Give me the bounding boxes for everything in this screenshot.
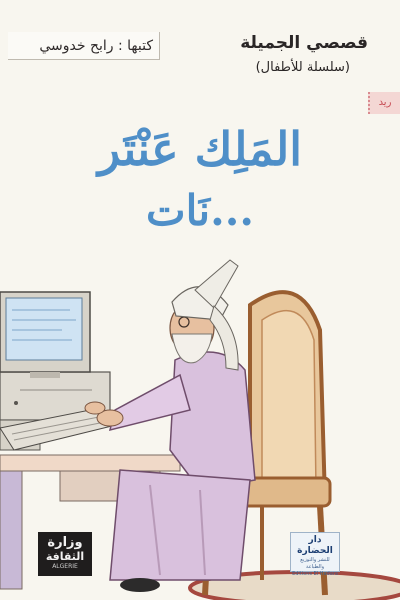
book-title-line-2: ...نَات (146, 186, 254, 235)
ministry-logo-line-2: الثقافة (45, 550, 85, 563)
ministry-of-culture-logo (38, 532, 92, 576)
publisher-logo (290, 532, 340, 577)
ministry-logo-line-1: وزارة (47, 535, 83, 550)
publisher-name: دار الحضارة (297, 535, 333, 556)
series-subtitle: (سلسلة للأطفال) (255, 60, 350, 75)
series-title: قصصي الجميلة (240, 33, 368, 53)
author-label: كتبها : رابح خدوسي (8, 32, 160, 60)
edge-tab: ريد (368, 92, 400, 114)
publisher-latin: Editions El Hadara (292, 571, 338, 577)
ministry-logo-line-3: ALGERIE (52, 563, 78, 570)
publisher-tagline: للنشر والتوزيع والطباعة (300, 557, 330, 570)
seated-king-figure (85, 260, 255, 592)
book-title-line-1: المَلِك عَنْتَر (98, 122, 302, 176)
computer-monitor (0, 292, 90, 378)
